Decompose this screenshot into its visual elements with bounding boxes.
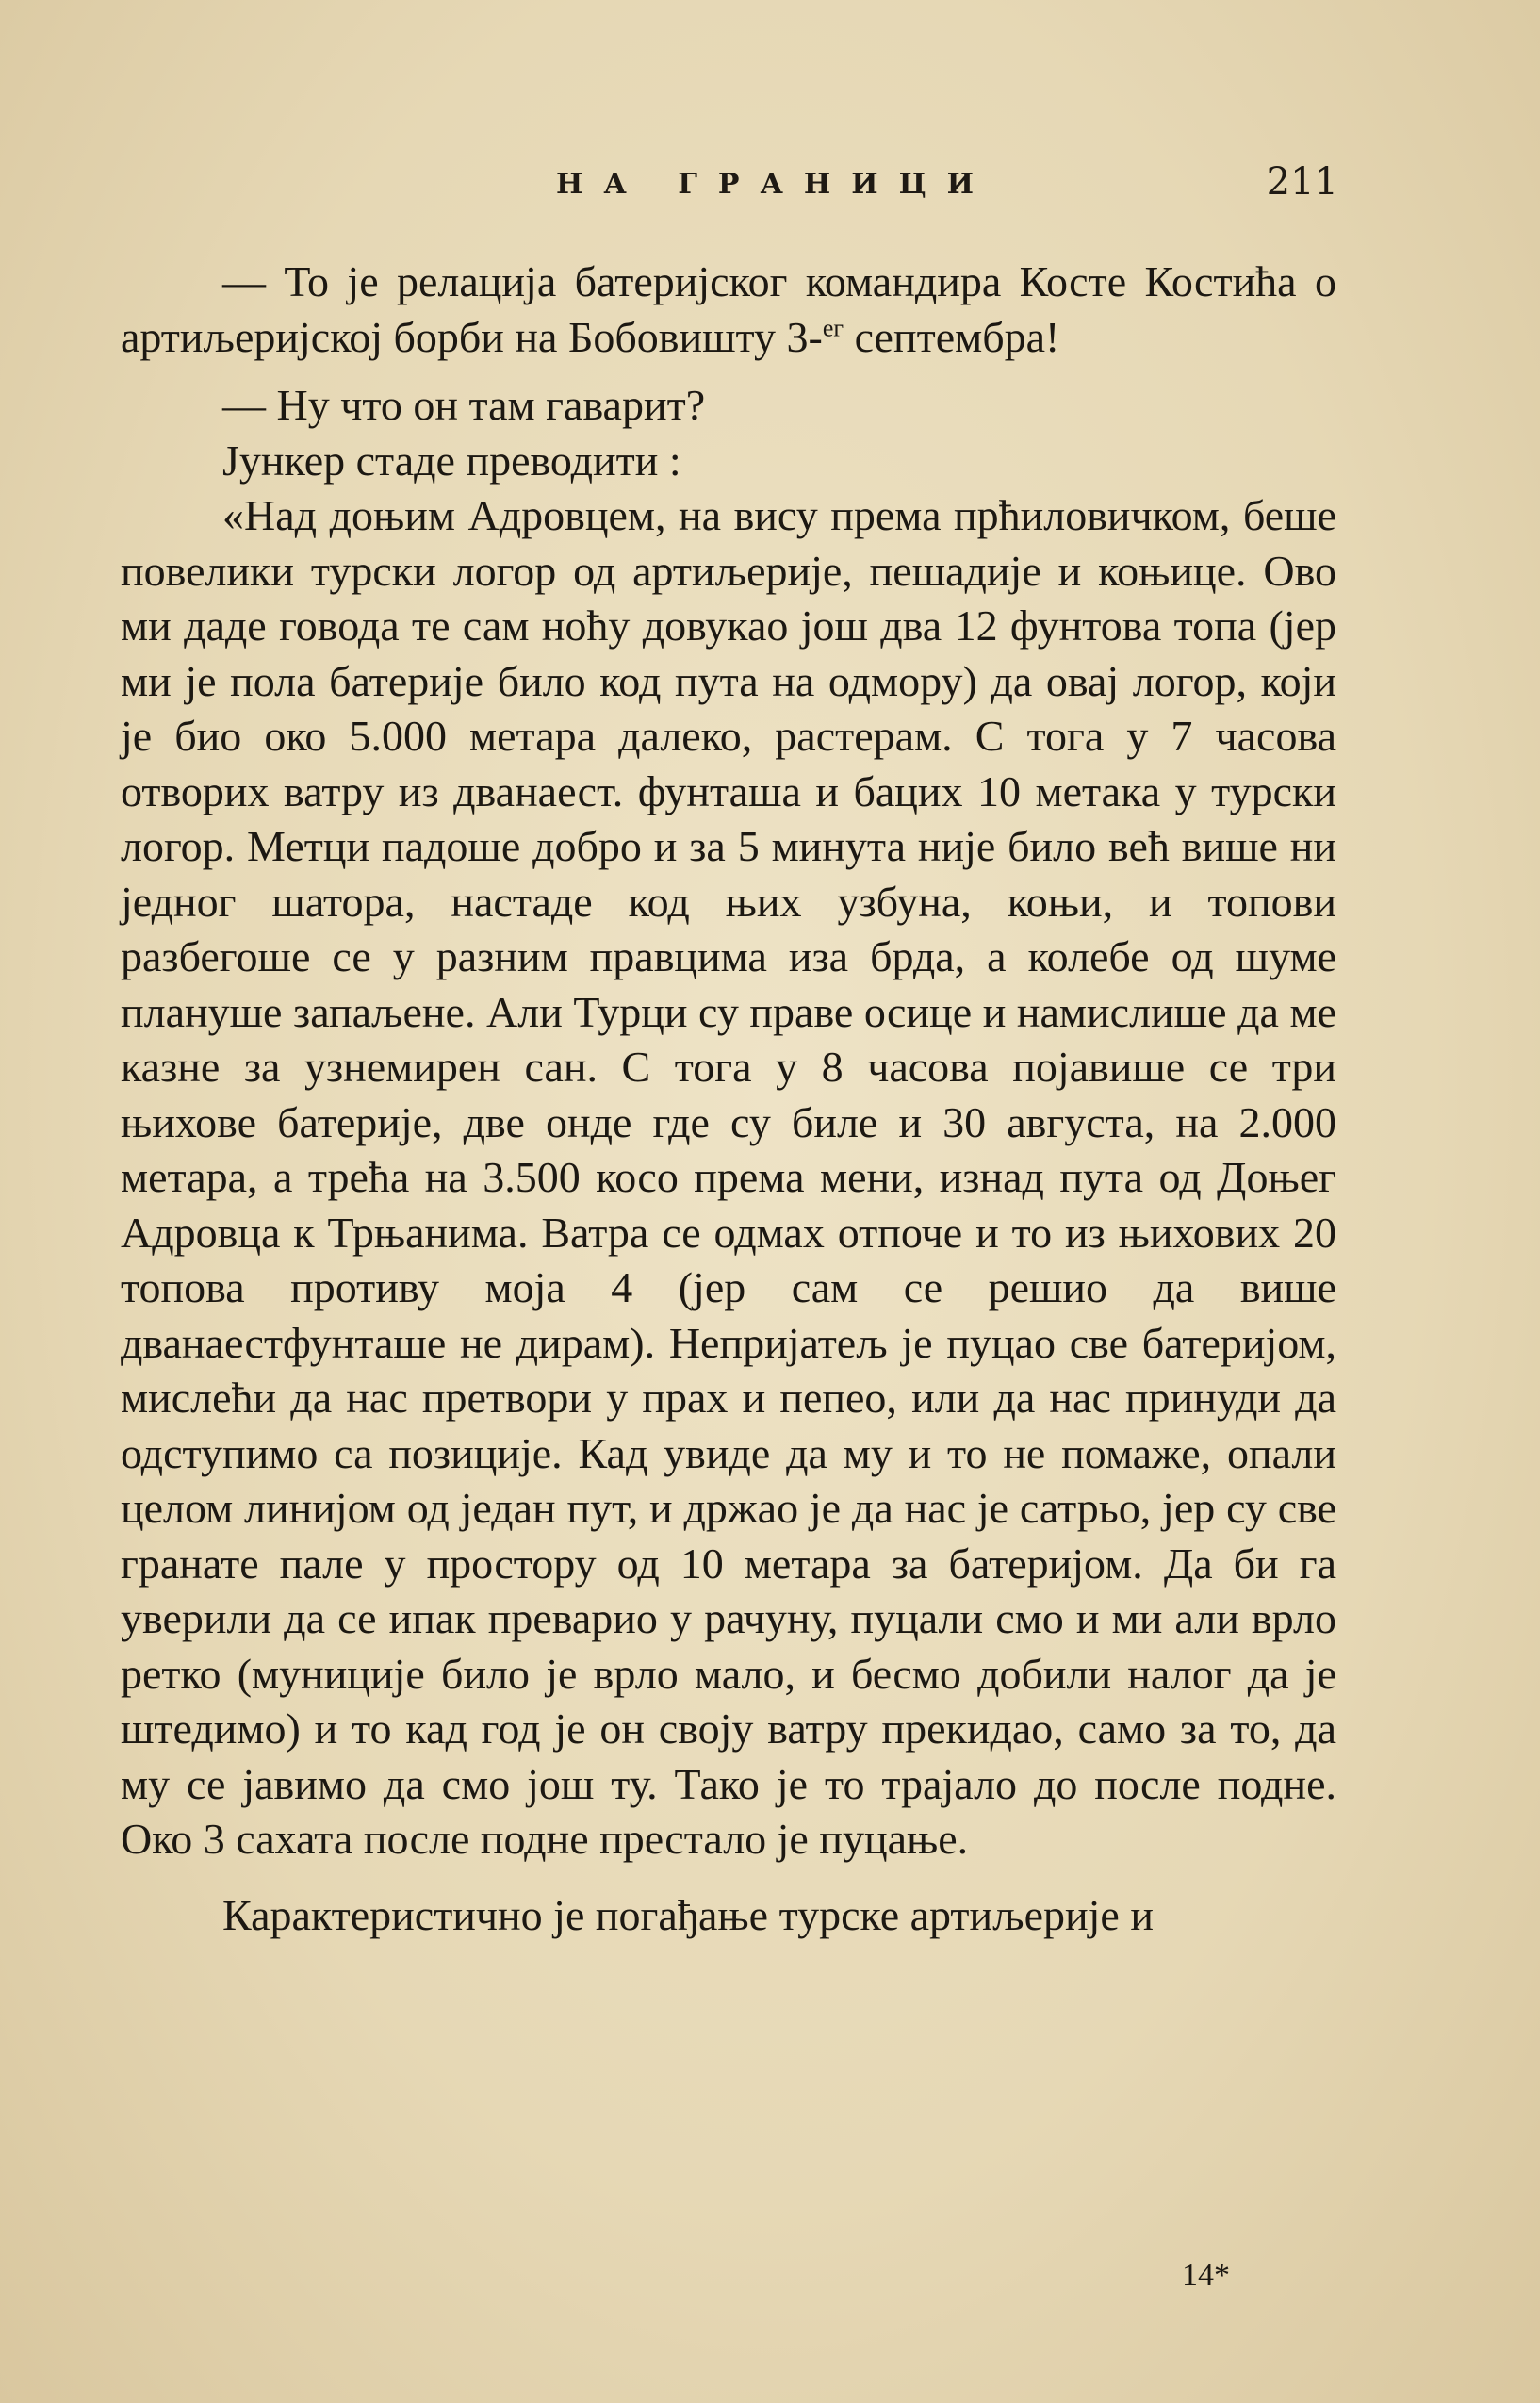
paragraph-2: — Ну что он там гаварит? (222, 381, 706, 429)
running-head: НА ГРАНИЦИ (556, 168, 994, 201)
paragraph-5: Карактеристично је погађање турске артиљерије и (222, 1890, 1154, 1939)
paragraph-1 (121, 255, 1336, 365)
page-header (123, 160, 1338, 217)
body-text (121, 255, 1336, 1943)
ordinal-suffix: ег (822, 314, 844, 342)
signature-mark: 14* (1182, 2258, 1230, 2293)
paragraph-3: Јункер стаде преводити : (222, 436, 681, 485)
paragraph-1-text: — То је релација батеријског командира Косте Костића о артиљеријској борби на Бобовишту 3- (121, 257, 1336, 361)
paragraph-1-end: септембра! (844, 312, 1060, 361)
page-number: 211 (1266, 160, 1338, 204)
paragraph-4: «Над доњим Адровцем, на вису према прћиловичком, беше повелики турски логор од артиљерије, пешадије и коњице. Ово ми даде говода те сам ноћу довукао још два 12 фунтова топа (јер ми је пола батерије било код пута на одмору) да овај логор, који је био око 5.000 метара далеко, растерам. С тога у 7 часова отворих ватру из дванаест. фунташа и бацих 10 метака у турски логор. Метци падоше добро и за 5 минута није било већ више ни једног шатора, настаде код њих узбуна, коњи, и топови разбегоше се у разним правцима иза брда, а колебе од шуме плануше запаљене. Али Турци су праве осице и намислише да ме казне за узнемирен сан. С тога у 8 часова појавише се три њихове батерије, две онде где су биле и 30 августа, на 2.000 метара, а трећа на 3.500 косо према мени, изнад пута од Доњег Адровца к Трњанима. Ватра се одмах отпоче и то из њихових 20 топова противу моја 4 (јер сам се решио да више дванаестфунташе не дирам). Непријатељ је пуцао све батеријом, мислећи да нас претвори у прах и пепео, или да нас принуди да одступимо са позиције. Кад увиде да му и то не помаже, опали целом линијом од један пут, и држао је да нас је сатрьо, јер су све гранате пале у простору од 10 метара за батеријом. Да би га уверили да се ипак преварио у рачуну, пуцали смо и ми али врло ретко (муниције било је врло мало, и бесмо добили налог да је штедимо) и то кад год је он своју ватру прекидао, само за то, да му се јавимо да смо још ту. Тако је то трајало до после подне. Око 3 сахата после подне престало је пуцање. (121, 491, 1336, 1863)
